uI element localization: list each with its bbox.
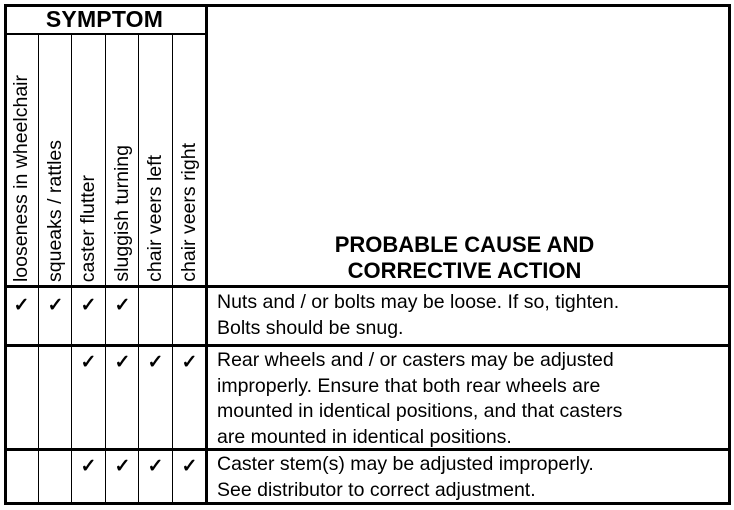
check-mark-icon: ✓ xyxy=(80,295,97,316)
check-mark-icon: ✓ xyxy=(147,456,164,477)
symptom-column-header xyxy=(5,34,38,286)
text-line: See distributor to correct adjustment. xyxy=(217,478,536,501)
symptom-column-header xyxy=(173,34,206,286)
text-line: are mounted in identical positions. xyxy=(217,425,512,448)
probable-cause-header xyxy=(207,232,722,284)
corrective-action-text xyxy=(217,348,723,450)
check-mark-icon: ✓ xyxy=(181,352,198,373)
probable-cause-header-line: CORRECTIVE ACTION xyxy=(347,258,582,283)
corrective-action-text xyxy=(217,290,723,341)
symptom-column-header xyxy=(39,34,72,286)
check-mark-icon: ✓ xyxy=(80,352,97,373)
text-line: mounted in identical positions, and that casters xyxy=(217,400,623,422)
check-mark-icon: ✓ xyxy=(114,456,131,477)
symptom-label: sluggish turning xyxy=(110,145,133,282)
check-mark-icon: ✓ xyxy=(114,295,131,316)
symptom-label: squeaks / rattles xyxy=(43,140,66,282)
symptom-column-header xyxy=(72,34,105,286)
symptom-column-header xyxy=(139,34,172,286)
corrective-action-text xyxy=(217,452,723,503)
symptom-label: caster flutter xyxy=(76,174,99,282)
symptom-label: chair veers left xyxy=(143,155,166,282)
text-line: Rear wheels and / or casters may be adjusted xyxy=(217,349,614,371)
check-mark-icon: ✓ xyxy=(13,295,30,316)
text-line: Caster stem(s) may be adjusted improperly. xyxy=(217,453,594,475)
text-line: Nuts and / or bolts may be loose. If so, tighten. xyxy=(217,291,620,313)
text-line: improperly. Ensure that both rear wheels are xyxy=(217,374,601,397)
symptom-label: chair veers right xyxy=(177,143,200,282)
check-mark-icon: ✓ xyxy=(47,295,64,316)
row-divider-1 xyxy=(4,344,731,347)
symptom-label: looseness in wheelchair xyxy=(9,74,32,282)
text-line: Bolts should be snug. xyxy=(217,316,404,339)
symptom-header: SYMPTOM xyxy=(45,5,164,32)
check-mark-icon: ✓ xyxy=(181,456,198,477)
probable-cause-header-line: PROBABLE CAUSE AND xyxy=(334,232,595,257)
symptom-column-header xyxy=(106,34,139,286)
check-mark-icon: ✓ xyxy=(80,456,97,477)
check-mark-icon: ✓ xyxy=(114,352,131,373)
check-mark-icon: ✓ xyxy=(147,352,164,373)
